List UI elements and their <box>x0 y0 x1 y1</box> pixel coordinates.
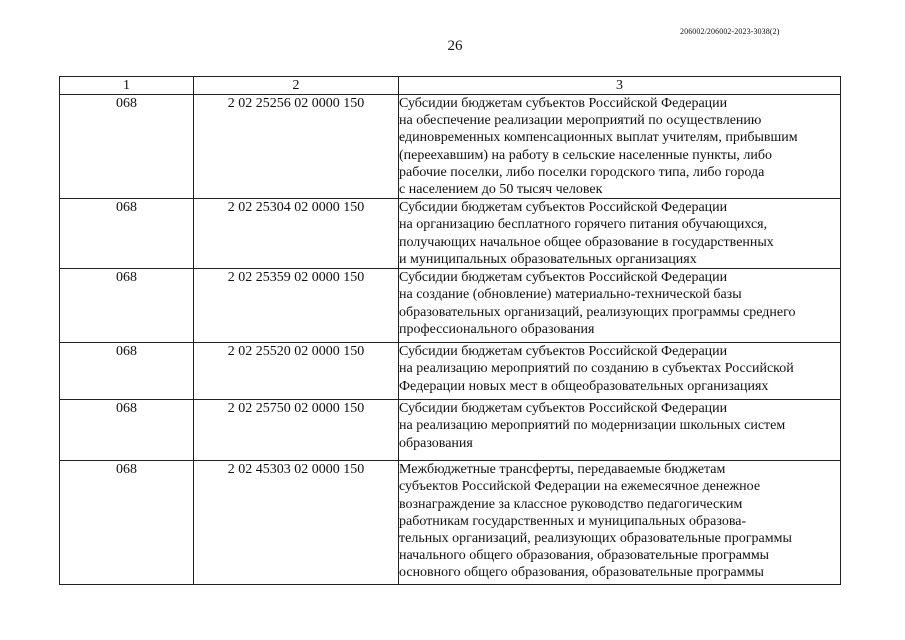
description-line: Субсидии бюджетам субъектов Российской Федерации <box>399 401 728 417</box>
description-line: Федерации новых мест в общеобразовательных организациях <box>399 378 769 394</box>
budget-code: 2 02 25256 02 0000 150 <box>194 95 399 199</box>
description-line: и муниципальных образовательных организациях <box>399 251 697 267</box>
description-line: единовременных компенсационных выплат учителям, прибывшим <box>399 130 798 146</box>
budget-table <box>59 76 841 585</box>
column-header: 3 <box>399 77 841 95</box>
description-line: вознаграждение за классное руководство педагогическим <box>399 496 743 512</box>
description-line: Межбюджетные трансферты, передаваемые бюджетам <box>399 462 726 478</box>
document-id: 206002/206002-2023-3038(2) <box>680 27 780 36</box>
description-line: получающих начальное общее образование в государственных <box>399 234 774 250</box>
table-row <box>60 343 841 400</box>
row-number: 068 <box>60 199 194 269</box>
table-row <box>60 269 841 343</box>
table-header-row <box>60 77 841 95</box>
description-line: Субсидии бюджетам субъектов Российской Федерации <box>399 344 728 360</box>
description-line: работникам государственных и муниципальных образова- <box>399 513 747 529</box>
row-description <box>399 199 841 269</box>
column-header: 1 <box>60 77 194 95</box>
row-number: 068 <box>60 400 194 461</box>
row-description <box>399 461 841 585</box>
row-description <box>399 400 841 461</box>
description-line: субъектов Российской Федерации на ежемесячное денежное <box>399 479 761 495</box>
column-header: 2 <box>194 77 399 95</box>
description-line: основного общего образования, образовательные программы <box>399 565 764 581</box>
budget-code: 2 02 25520 02 0000 150 <box>194 343 399 400</box>
table-row <box>60 400 841 461</box>
description-line: на создание (обновление) материально-технической базы <box>399 287 742 303</box>
description-line: Субсидии бюджетам субъектов Российской Федерации <box>399 200 728 216</box>
row-description <box>399 269 841 343</box>
description-line: начального общего образования, образовательные программы <box>399 548 770 564</box>
description-line: рабочие поселки, либо поселки городского типа, либо города <box>399 164 765 180</box>
description-line: тельных организаций, реализующих образовательные программы <box>399 531 792 547</box>
table-row <box>60 461 841 585</box>
description-line: на реализацию мероприятий по созданию в субъектах Российской <box>399 361 794 377</box>
row-number: 068 <box>60 343 194 400</box>
budget-code: 2 02 25359 02 0000 150 <box>194 269 399 343</box>
budget-code: 2 02 25750 02 0000 150 <box>194 400 399 461</box>
budget-code: 2 02 45303 02 0000 150 <box>194 461 399 585</box>
table-row <box>60 95 841 199</box>
table-row <box>60 199 841 269</box>
description-line: (переехавшим) на работу в сельские населенные пункты, либо <box>399 147 772 163</box>
description-line: на организацию бесплатного горячего питания обучающихся, <box>399 217 768 233</box>
row-number: 068 <box>60 95 194 199</box>
description-line: на реализацию мероприятий по модернизации школьных систем <box>399 418 786 434</box>
budget-code: 2 02 25304 02 0000 150 <box>194 199 399 269</box>
row-description <box>399 95 841 199</box>
row-number: 068 <box>60 461 194 585</box>
description-line: Субсидии бюджетам субъектов Российской Федерации <box>399 96 728 111</box>
row-description <box>399 343 841 400</box>
description-line: на обеспечение реализации мероприятий по осуществлению <box>399 113 762 129</box>
description-line: с населением до 50 тысяч человек <box>399 182 603 198</box>
page-number: 26 <box>447 38 463 54</box>
description-line: Субсидии бюджетам субъектов Российской Федерации <box>399 270 728 286</box>
description-line: образования <box>399 435 473 451</box>
description-line: профессионального образования <box>399 321 595 337</box>
row-number: 068 <box>60 269 194 343</box>
description-line: образовательных организаций, реализующих программы среднего <box>399 304 796 320</box>
